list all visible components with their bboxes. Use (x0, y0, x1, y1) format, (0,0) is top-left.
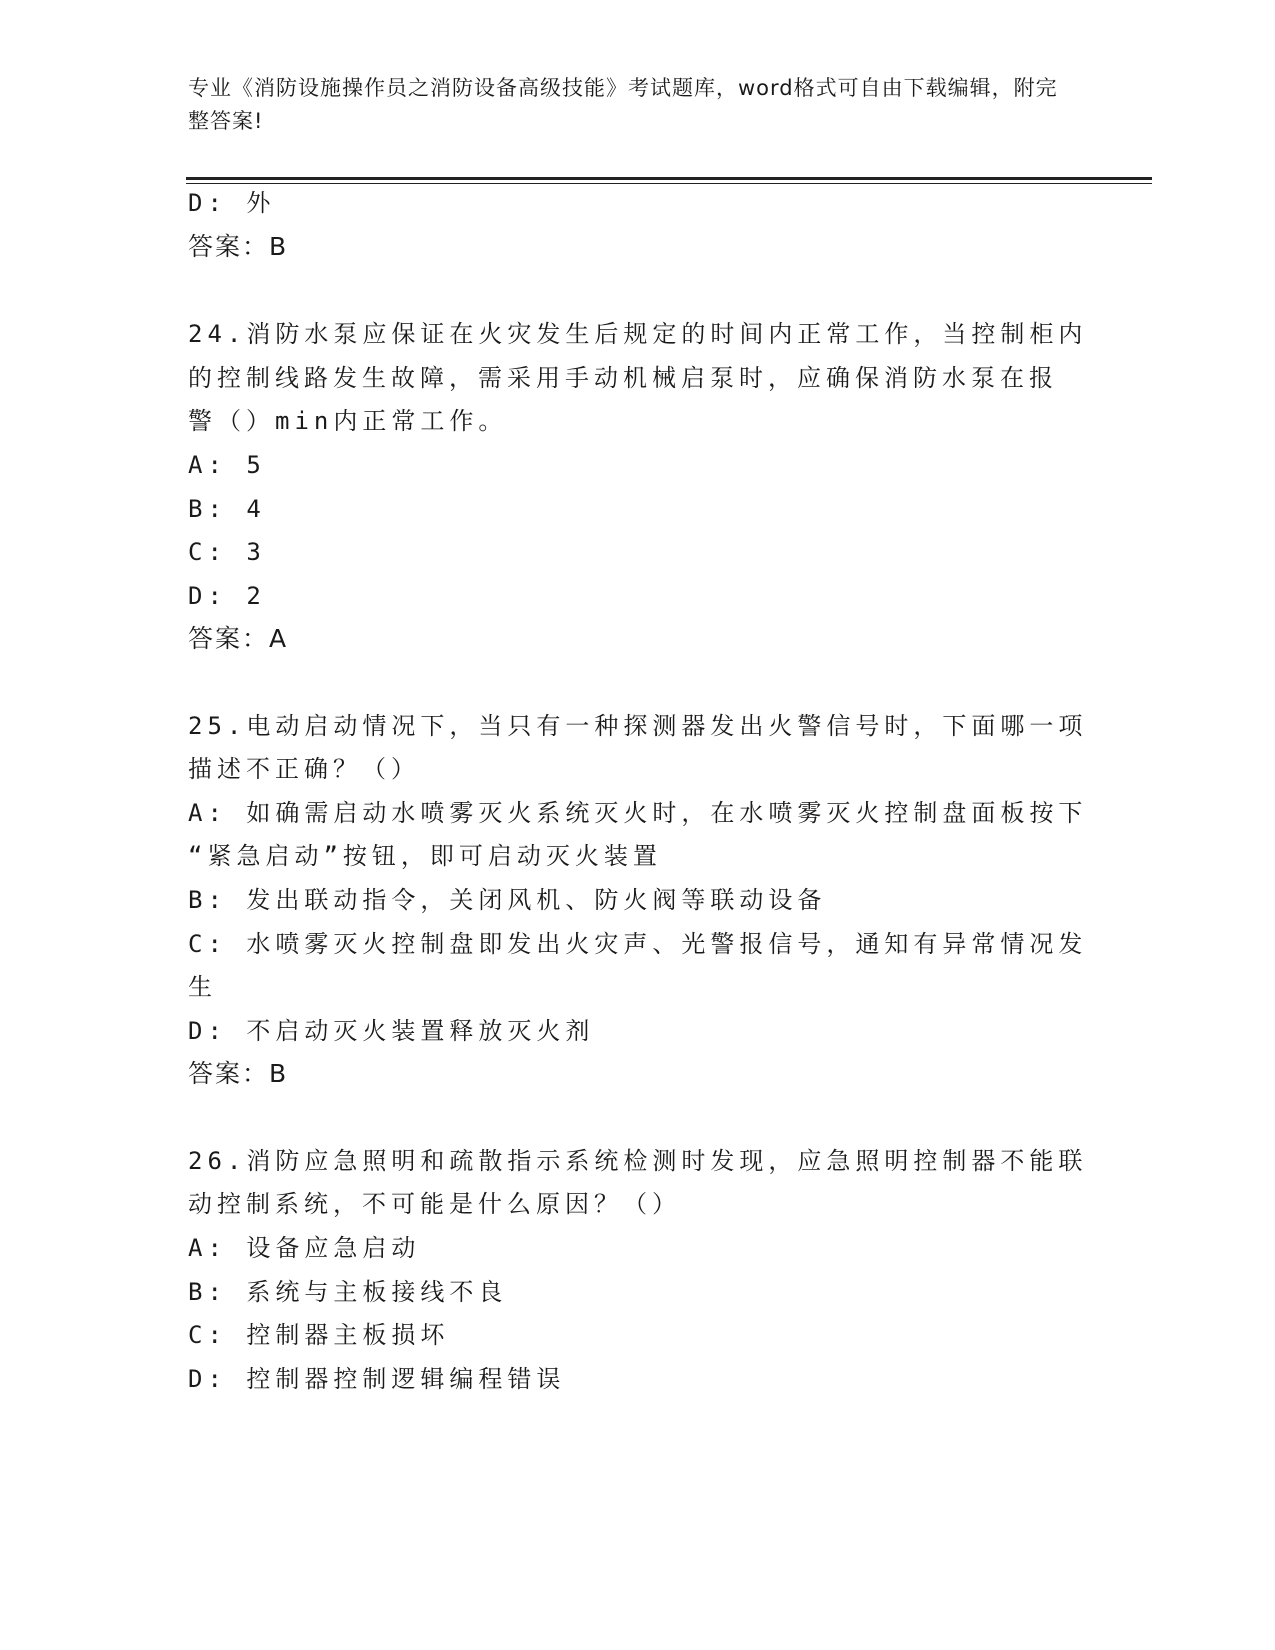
prev-answer: 答案：B (188, 232, 289, 261)
q24-option-d: D: 2 (188, 582, 266, 610)
q24-option-b: B: 4 (188, 495, 266, 523)
document-header: 专业《消防设施操作员之消防设备高级技能》考试题库，word格式可自由下载编辑，附完整答案! (188, 76, 1058, 133)
q24-text-line2: 的控制线路发生故障，需采用手动机械启泵时，应确保消防水泵在报 (188, 364, 1058, 392)
q26-option-c: C: 控制器主板损坏 (188, 1321, 450, 1349)
q25-option-c-line2: 生 (188, 973, 217, 1001)
q25-option-a-line1: A: 如确需启动水喷雾灭火系统灭火时，在水喷雾灭火控制盘面板按下 (188, 799, 1088, 827)
prev-option-d: D: 外 (188, 189, 276, 217)
q24-answer: 答案：A (188, 624, 289, 653)
q24-text-line1: 24.消防水泵应保证在火灾发生后规定的时间内正常工作，当控制柜内 (188, 320, 1088, 348)
q24-text-line3: 警（）min内正常工作。 (188, 407, 508, 435)
q25-option-b: B: 发出联动指令，关闭风机、防火阀等联动设备 (188, 886, 827, 914)
header-divider-thick (186, 177, 1152, 180)
q26-text-line2: 动控制系统，不可能是什么原因？（） (188, 1190, 681, 1218)
q26-option-a: A: 设备应急启动 (188, 1234, 421, 1262)
q25-text-line1: 25.电动启动情况下，当只有一种探测器发出火警信号时，下面哪一项 (188, 712, 1088, 740)
q24-option-a: A: 5 (188, 451, 266, 479)
q24-option-c: C: 3 (188, 538, 266, 566)
q26-option-d: D: 控制器控制逻辑编程错误 (188, 1365, 566, 1393)
header-divider-thin (186, 183, 1152, 184)
q26-option-b: B: 系统与主板接线不良 (188, 1278, 508, 1306)
q25-option-a-line2: “紧急启动”按钮，即可启动灭火装置 (188, 842, 662, 870)
q25-text-line2: 描述不正确？（） (188, 755, 420, 783)
q25-option-d: D: 不启动灭火装置释放灭火剂 (188, 1017, 595, 1045)
q26-text-line1: 26.消防应急照明和疏散指示系统检测时发现，应急照明控制器不能联 (188, 1147, 1088, 1175)
q25-answer: 答案：B (188, 1059, 289, 1088)
q25-option-c-line1: C: 水喷雾灭火控制盘即发出火灾声、光警报信号，通知有异常情况发 (188, 930, 1088, 958)
